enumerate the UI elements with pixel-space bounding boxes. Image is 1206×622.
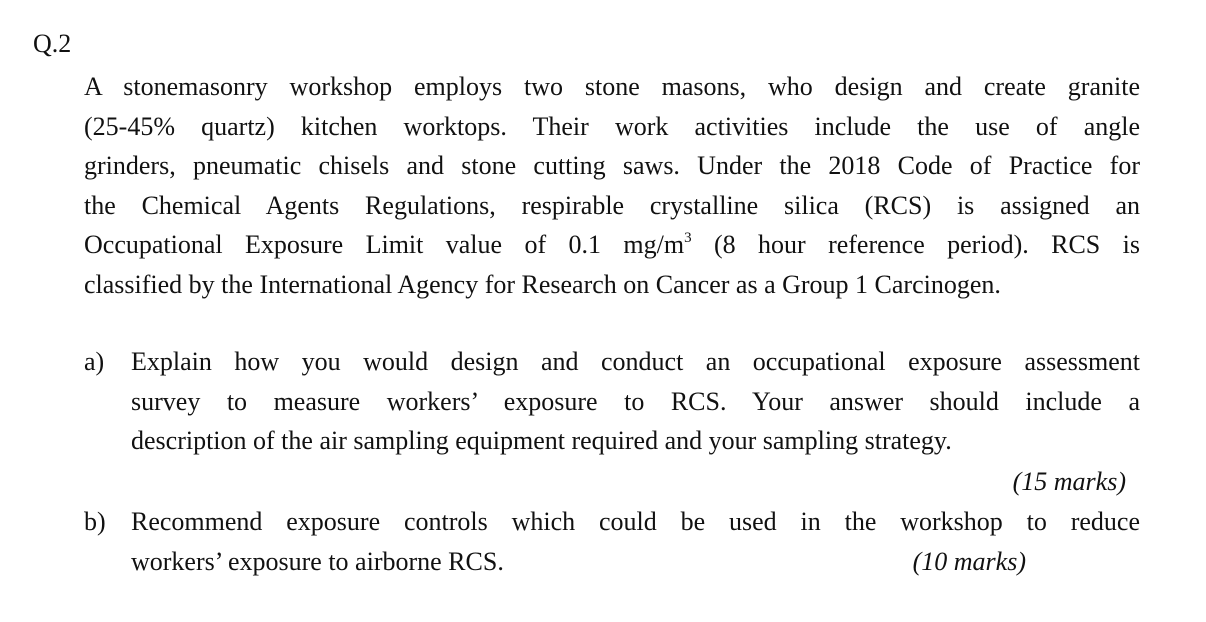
part-b-label: b): [84, 507, 106, 536]
part-a-line: Explain how you would design and conduct an occupational exposure assessment: [131, 347, 1140, 376]
intro-line: grinders, pneumatic chisels and stone cutting saws. Under the 2018 Code of Practice for: [84, 151, 1140, 181]
question-intro: [84, 67, 1140, 305]
part-a-line: survey to measure workers’ exposure to RCS. Your answer should include a: [131, 386, 1140, 416]
oel-text-continued: (8 hour reference period). RCS is: [691, 230, 1140, 260]
part-a-label: a): [84, 347, 105, 376]
intro-line-oel: [84, 225, 1140, 265]
intro-line: the Chemical Agents Regulations, respirable crystalline silica (RCS) is assigned an: [84, 190, 1140, 220]
part-a-line: description of the air sampling equipment required and your sampling strategy.: [131, 426, 952, 456]
intro-line: A stonemasonry workshop employs two stone masons, who design and create granite: [84, 72, 1140, 101]
intro-line: (25-45% quartz) kitchen worktops. Their work activities include the use of angle: [84, 111, 1140, 141]
part-a-text: [131, 342, 1140, 461]
question-number: Q.2: [33, 29, 72, 58]
part-b-marks: (10 marks): [912, 547, 1026, 576]
oel-text: Occupational Exposure Limit value of 0.1 mg/m: [84, 230, 685, 260]
intro-line: classified by the International Agency for Research on Cancer as a Group 1 Carcinogen.: [84, 269, 1001, 299]
part-a-marks: (15 marks): [1012, 467, 1126, 496]
part-b-line: workers’ exposure to airborne RCS.: [131, 546, 504, 576]
cubic-superscript: 3: [684, 230, 692, 247]
part-b-line: Recommend exposure controls which could be used in the workshop to reduce: [131, 507, 1140, 536]
